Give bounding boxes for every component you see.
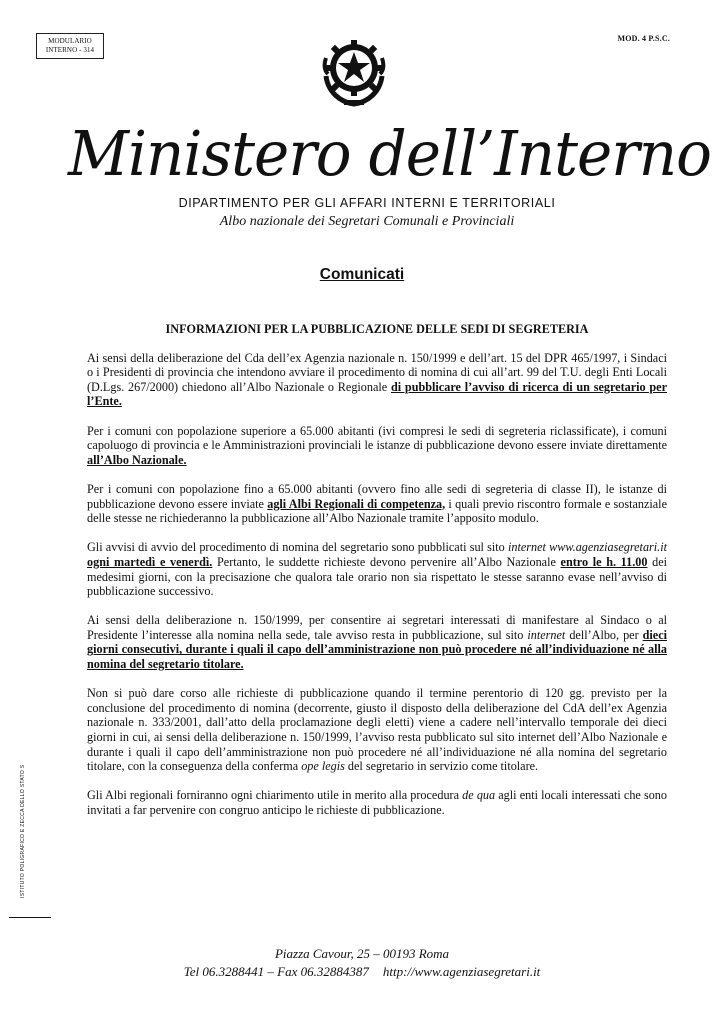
footer-address: Piazza Cavour, 25 – 00193 Roma [274,946,450,961]
p5-text: Ai sensi della deliberazione n. 150/1999, per consentire ai segretari interessati di manifestare al Sindaco o al Presidente l’interesse alla nomina nella sede, tale avviso resta in pubblicazione, sul sito [87,613,667,642]
p7-text: Gli Albi regionali forniranno ogni chiarimento utile in merito alla procedura [87,788,463,803]
p4-deadline: entro le h. 11.00 [560,554,648,569]
p3-text: Per i comuni con popolazione fino a 65.000 abitanti (ovvero fino alle sedi di segreteria di classe II), le istanze di pubblicazione devono essere inviate [87,481,667,511]
p2-text: Per i comuni con popolazione superiore a 65.000 abitanti (ivi compresi le sedi di segreteria riclassificate), i comuni capoluogo di provincia e le Amministrazioni provinciali le istanze di pubblicazione devono essere inviate direttamente [87,423,667,453]
p1-emphasis: di pubblicare l’avviso di ricerca di un segretario per l’Ente. [87,379,667,409]
p6-text: Non si può dare corso alle richieste di pubblicazione quando il termine perentorio di 120 gg. previsto per la conclusione del procedimento di nomina (decorrente, giusto il disposto della deliberazione del CdA dell’ex Agenzia nazionale n. 333/2001, dall’atto della proclamazione degli eletti) viene a cadere nell’intervallo temporale dei dieci giorni in cui, ai sensi della deliberazione n. 150/1999, l’avviso resta pubblicato sul sito internet dell’Albo Nazionale e durante i quali il capo dell’amministrazione non può procedere né all’individuazione né alla nomina del segretario titolare, con la conseguenza della conferma [87,686,667,774]
p7-de-qua: de qua [462,788,496,803]
p6-ope-legis: ope legis [301,759,345,774]
department-line: DIPARTIMENTO PER GLI AFFARI INTERNI E TERRITORIALI [178,196,556,210]
printer-side-text: ISTITUTO POLIGRAFICO E ZECCA DELLO STATO S [20,764,26,898]
modulario-line1: MODULARIO [48,37,92,45]
section-title: Comunicati [319,266,405,283]
p4-text: Gli avvisi di avvio del procedimento di nomina del segretario sono pubblicati sul sito [87,540,509,555]
italian-republic-emblem-icon [314,30,394,110]
p3-text-end: i quali previo riscontro formale e sostanziale delle stesse ne richiederanno la pubblicazione all’Albo Nazionale tramite l’apposito modulo. [87,496,667,526]
p3-emphasis: agli Albi Regionali di competenza, [267,496,446,511]
modulario-box [36,33,104,59]
p4-text-mid: Pertanto, le suddette richieste devono pervenire all’Albo Nazionale [212,554,561,569]
p6-text-end: del segretario in servizio come titolare. [344,759,539,774]
p5-text-mid: dell’Albo, per [565,627,643,642]
document-heading: INFORMAZIONI PER LA PUBBLICAZIONE DELLE SEDI DI SEGRETERIA [165,322,589,336]
p4-days: ogni martedì e venerdì. [87,554,213,569]
paragraph-7 [87,788,667,817]
albo-line: Albo nazionale dei Segretari Comunali e Provinciali [219,214,515,229]
modulario-line2: INTERNO - 314 [45,46,95,54]
paragraph-3 [87,482,667,526]
footer-contacts [0,964,724,980]
p5-internet: internet [527,627,566,642]
printer-side-label [10,738,26,898]
footer-website-link[interactable]: http://www.agenziasegretari.it [382,964,541,979]
form-code: MOD. 4 P.S.C. [617,34,670,43]
footer-phone-fax: Tel 06.3288441 – Fax 06.32884387 [183,964,369,979]
ministry-title: Ministero dell’Interno [68,117,712,190]
p7-text-end: agli enti locali interessati che sono invitati a far pervenire con congruo anticipo le richieste di pubblicazione. [87,788,667,817]
p5-emphasis: dieci giorni consecutivi, durante i quali il capo dell’amministrazione non può procedere né all’individuazione né alla nomina del segretario titolare. [87,627,667,672]
footer-divider [9,917,51,918]
paragraph-1 [87,351,667,409]
p2-emphasis: all’Albo Nazionale. [87,452,187,467]
p4-text-end: dei medesimi giorni, con la precisazione che qualora tale orario non sia rispettato le stesse saranno evase nell’avviso di pubblicazione successivo. [87,554,667,599]
p1-text: Ai sensi della deliberazione del Cda dell’ex Agenzia nazionale n. 150/1999 e dell’art. 15 del DPR 465/1997, i Sindaci o i Presidenti di provincia che intendono avviare il procedimento di nomina di cui all’art. 99 del T.U. degli Enti Locali (D.Lgs. 267/2000) chiedono all’Albo Nazionale o Regionale [87,350,667,394]
paragraph-2 [87,424,667,468]
paragraph-4 [87,540,667,598]
paragraph-6 [87,686,667,774]
document-body [87,322,667,832]
paragraph-5 [87,613,667,671]
p4-website: internet www.agenziasegretari.it [508,540,667,555]
